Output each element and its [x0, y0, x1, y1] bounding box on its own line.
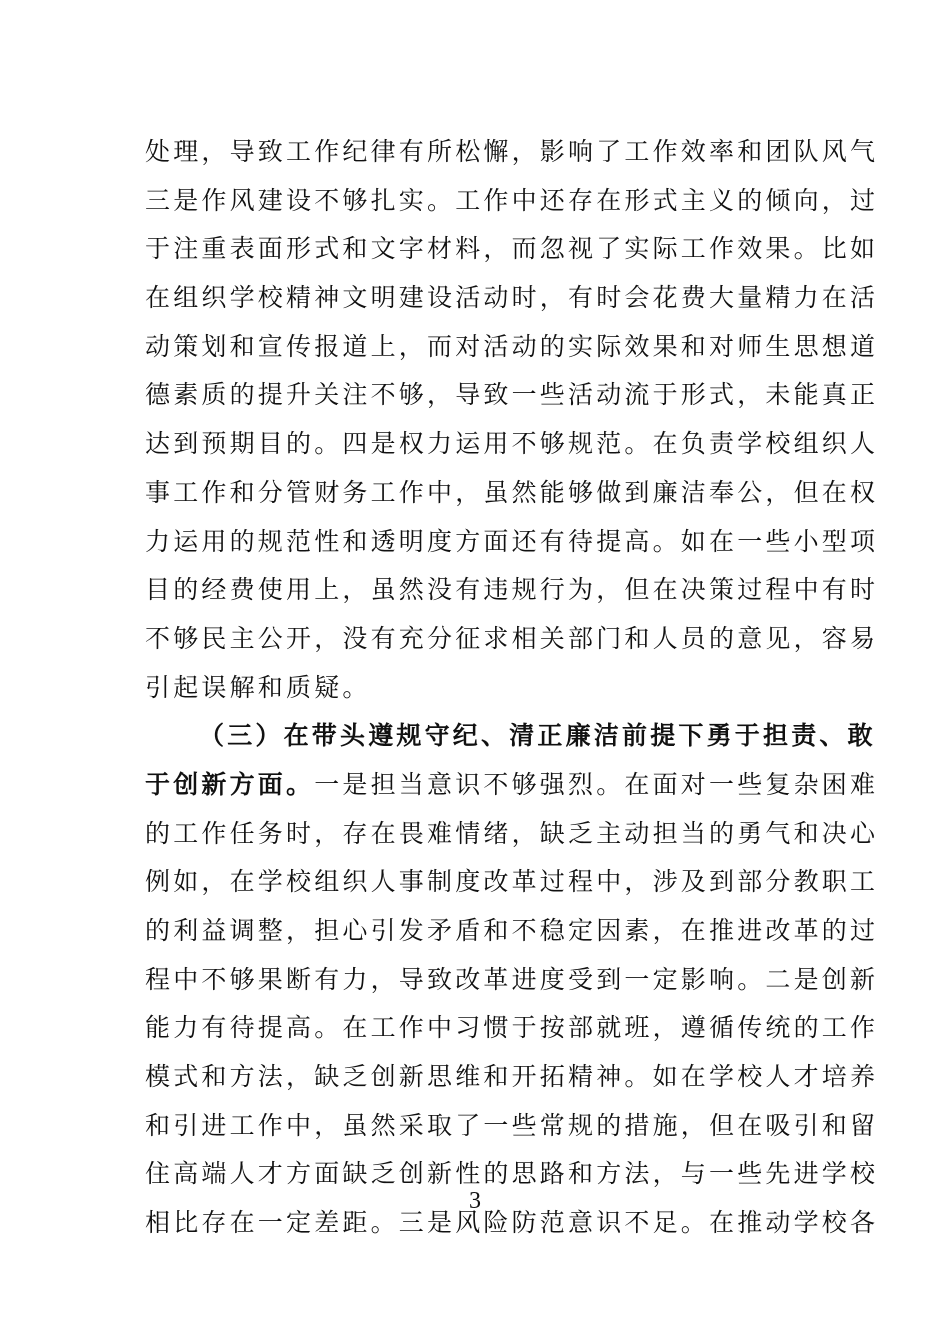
text-line: [145, 761, 879, 810]
text-span: 一是担当意识不够强烈。在面对一些复杂困难: [314, 769, 879, 799]
text-line: 力运用的规范性和透明度方面还有待提高。如在一些小型项: [145, 526, 879, 556]
section-heading: （三）在带头遵规守纪、清正廉洁前提下勇于担责、敢: [199, 721, 876, 751]
text-line: 达到预期目的。四是权力运用不够规范。在负责学校组织人: [145, 429, 879, 459]
text-line: 在组织学校精神文明建设活动时，有时会花费大量精力在活: [145, 283, 879, 313]
text-line: 引起误解和质疑。: [145, 672, 371, 702]
text-line: 程中不够果断有力，导致改革进度受到一定影响。二是创新: [145, 964, 879, 994]
text-line: 动策划和宣传报道上，而对活动的实际效果和对师生思想道: [145, 331, 879, 361]
text-line: 例如，在学校组织人事制度改革过程中，涉及到部分教职工: [145, 867, 879, 897]
text-line: 和引进工作中，虽然采取了一些常规的措施，但在吸引和留: [145, 1110, 879, 1140]
text-line: 于注重表面形式和文字材料，而忽视了实际工作效果。比如: [145, 234, 879, 264]
section-heading-line: [145, 712, 876, 761]
text-line: 的工作任务时，存在畏难情绪，缺乏主动担当的勇气和决心: [145, 818, 879, 848]
text-line: 的利益调整，担心引发矛盾和不稳定因素，在推进改革的过: [145, 916, 879, 945]
text-line: 相比存在一定差距。三是风险防范意识不足。在推动学校各: [145, 1208, 879, 1238]
body-text: [145, 128, 879, 1248]
text-line: 能力有待提高。在工作中习惯于按部就班，遵循传统的工作: [145, 1013, 879, 1043]
text-line: 住高端人才方面缺乏创新性的思路和方法，与一些先进学校: [145, 1159, 879, 1189]
text-line: 模式和方法，缺乏创新思维和开拓精神。如在学校人才培养: [145, 1062, 879, 1092]
text-line: 事工作和分管财务工作中，虽然能够做到廉洁奉公，但在权: [145, 477, 879, 507]
text-line: 三是作风建设不够扎实。工作中还存在形式主义的倾向，过: [145, 185, 879, 215]
text-line: 处理，导致工作纪律有所松懈，影响了工作效率和团队风气: [145, 137, 879, 166]
text-line: 德素质的提升关注不够，导致一些活动流于形式，未能真正: [145, 380, 879, 410]
text-line: 不够民主公开，没有充分征求相关部门和人员的意见，容易: [145, 623, 879, 653]
text-line: 目的经费使用上，虽然没有违规行为，但在决策过程中有时: [145, 575, 879, 605]
page-number: 3: [469, 1188, 481, 1214]
section-heading-end: 于创新方面。: [145, 769, 315, 799]
